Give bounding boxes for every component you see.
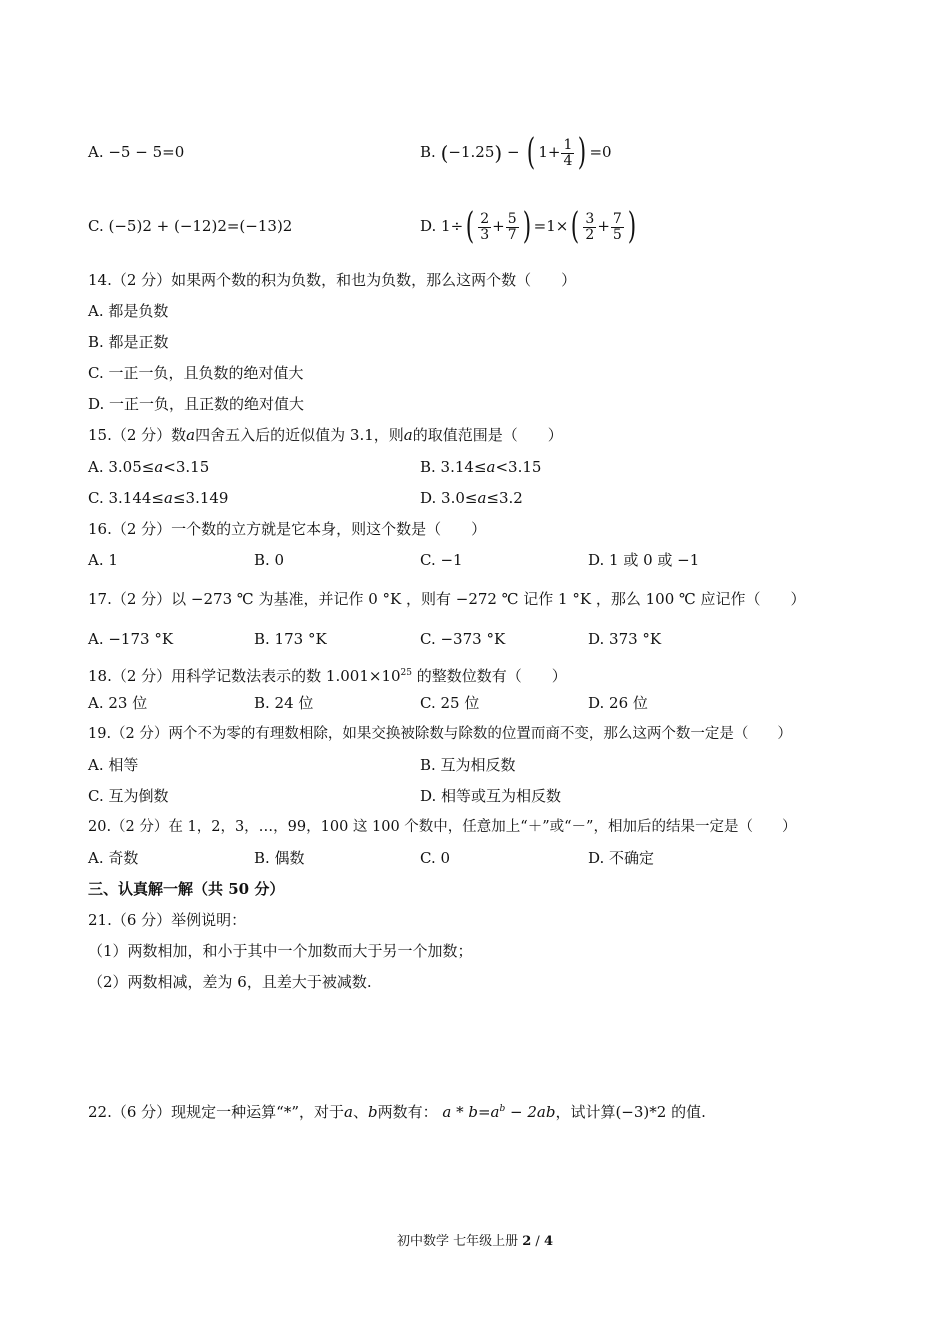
q14-option-c: C. 一正一负，且负数的绝对值大 <box>88 364 304 382</box>
q13-option-c <box>88 217 292 235</box>
q13-b-fraction: $\frac{1}{4}$ <box>563 136 573 169</box>
q13-option-d <box>420 204 639 248</box>
big-paren-open: ( <box>571 206 580 247</box>
q16-option-d: D. 1 或 0 或 −1 <box>588 551 700 569</box>
q20-option-a: A. 奇数 <box>88 849 139 867</box>
q19-option-a: A. 相等 <box>88 756 139 774</box>
big-paren-open: ( <box>527 132 536 173</box>
q13-d-label: D. 1÷ <box>420 217 464 235</box>
q13-d-plus2: + <box>597 217 610 235</box>
q13-d-mid: =1× <box>533 217 569 235</box>
q14-option-a: A. 都是负数 <box>88 302 169 320</box>
q16-stem: 16.（2 分）一个数的立方就是它本身，则这个数是（ ） <box>88 520 487 538</box>
q21-part-2: （2）两数相减，差为 6，且差大于被减数. <box>88 973 372 991</box>
q20-stem: 20.（2 分）在 1，2，3，…，99，100 这 100 个数中，任意加上“＋”或“－”，相加后的结果一定是（ ） <box>88 819 797 835</box>
q14-option-b: B. 都是正数 <box>88 333 169 351</box>
q20-option-b: B. 偶数 <box>254 849 305 867</box>
q13-d-frac2: $\frac{5}{7}$ <box>507 210 517 243</box>
q13-option-b <box>420 130 612 175</box>
q15-option-a: A. 3.05≤a<3.15 <box>88 458 210 476</box>
q13-d-frac4: $\frac{7}{5}$ <box>612 210 622 243</box>
q15-option-c: C. 3.144≤a≤3.149 <box>88 489 229 507</box>
big-paren-close: ) <box>522 206 531 247</box>
q20-option-d: D. 不确定 <box>588 849 655 867</box>
q18-option-a: A. 23 位 <box>88 694 148 712</box>
big-paren-close: ) <box>627 206 637 247</box>
q17-option-b: B. 173 °K <box>254 630 327 648</box>
page-number: 2 <box>522 1234 532 1249</box>
q18-stem: 18.（2 分）用科学记数法表示的数 $1.001\times 10^{25}$ 的整数位数有（ ） <box>88 667 567 685</box>
q14-stem: 14.（2 分）如果两个数的积为负数，和也为负数，那么这两个数（ ） <box>88 271 577 289</box>
q17-option-a: A. −173 °K <box>88 630 174 648</box>
q13-b-tail: =0 <box>589 143 612 161</box>
q21-part-1: （1）两数相加，和小于其中一个加数而大于另一个加数； <box>88 942 473 960</box>
q18-option-d: D. 26 位 <box>588 694 648 712</box>
q18-option-c: C. 25 位 <box>420 694 480 712</box>
q15-option-d: D. 3.0≤a≤3.2 <box>420 489 523 507</box>
q13-d-frac1: $\frac{2}{3}$ <box>480 210 490 243</box>
q15-option-b: B. 3.14≤a<3.15 <box>420 458 542 476</box>
q13-b-expr2: 1+ <box>538 143 561 161</box>
q19-option-d: D. 相等或互为相反数 <box>420 787 562 805</box>
q19-stem: 19.（2 分）两个不为零的有理数相除，如果交换被除数与除数的位置而商不变，那么这两个数一定是（ ） <box>88 726 792 742</box>
q22-formula: $a * b=a^b - 2ab$ <box>442 1103 556 1121</box>
big-paren-open: ( <box>465 206 475 247</box>
q13-c-expr: (−5)2 + (−12)2=(−13)2 <box>108 217 293 235</box>
q13-option-a: A. −5 − 5=0 <box>88 143 185 161</box>
q21-stem: 21.（6 分）举例说明： <box>88 911 247 929</box>
q16-option-c: C. −1 <box>420 551 463 569</box>
q17-option-d: D. 373 °K <box>588 630 662 648</box>
q13-d-plus: + <box>492 217 505 235</box>
q13-b-label: B. <box>420 143 436 161</box>
q19-option-b: B. 互为相反数 <box>420 756 516 774</box>
paren-close: ) <box>494 141 503 165</box>
q13-c-label: C. <box>88 217 104 235</box>
big-paren-close: ) <box>578 132 587 173</box>
page-footer: 初中数学 七年级上册 2 / 4 <box>396 1234 553 1249</box>
q16-option-b: B. 0 <box>254 551 285 569</box>
q17-option-c: C. −373 °K <box>420 630 506 648</box>
q13-b-expr1: −1.25 <box>448 143 495 161</box>
q15-stem: 15.（2 分）数a四舍五入后的近似值为 3.1，则a的取值范围是（ ） <box>88 426 563 444</box>
q22-stem: 22.（6 分）现规定一种运算“*”，对于a、b两数有： $a * b=a^b - 2ab$，试计算(−3)*2 的值. <box>88 1103 706 1121</box>
q13-b-minus: − <box>506 143 520 161</box>
q20-option-c: C. 0 <box>420 849 451 867</box>
q13-d-frac3: $\frac{3}{2}$ <box>585 210 595 243</box>
q14-option-d: D. 一正一负，且正数的绝对值大 <box>88 395 305 413</box>
q19-option-c: C. 互为倒数 <box>88 787 169 805</box>
page-total: 4 <box>543 1234 553 1249</box>
q18-option-b: B. 24 位 <box>254 694 314 712</box>
paren-open: ( <box>440 141 449 165</box>
q17-stem: 17.（2 分）以 −273 ℃ 为基准，并记作 0 °K ，则有 −272 ℃ 记作 1 °K ，那么 100 ℃ 应记作（ ） <box>88 590 806 608</box>
section-title: 三、认真解一解（共 50 分） <box>88 880 285 898</box>
q16-option-a: A. 1 <box>88 551 118 569</box>
